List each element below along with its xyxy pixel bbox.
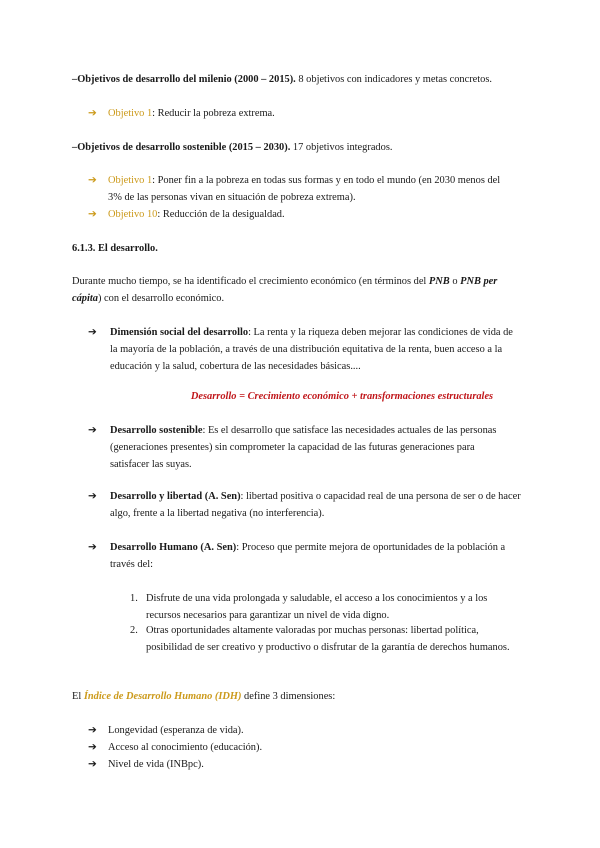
list-number: 1. — [130, 593, 138, 604]
dimension-text: Longevidad (esperanza de vida). — [108, 725, 244, 736]
arrow-icon: ➔ — [88, 491, 97, 502]
objective-text: : Poner fin a la pobreza en todas sus formas y en todo el mundo (en 2030 menos del 3% de las personas vivan en situación de pobreza extrema). — [108, 175, 501, 203]
arrow-icon: ➔ — [88, 742, 97, 753]
sdg-text: 17 objetivos integrados. — [290, 142, 393, 153]
dimension-text: Acceso al conocimiento (educación). — [108, 742, 263, 753]
term: Dimensión social del desarrollo — [110, 327, 249, 338]
libertad-item — [88, 488, 528, 522]
term: Desarrollo y libertad (A. Sen) — [110, 491, 241, 502]
section-heading: 6.1.3. El desarrollo. — [72, 243, 158, 254]
dimension-text: Nivel de vida (INBpc). — [108, 759, 204, 770]
idh-dimension-item — [88, 756, 204, 773]
objective-label: Objetivo 1 — [108, 175, 153, 186]
arrow-icon: ➔ — [88, 327, 97, 338]
definition: : libertad positiva o capacidad real de una persona de ser o de hacer algo, frente a la libertad negativa (no interferencia). — [110, 491, 521, 519]
arrow-icon: ➔ — [88, 542, 97, 553]
arrow-icon: ➔ — [88, 425, 97, 436]
humano-item — [88, 539, 528, 573]
idh-name: Índice de Desarrollo Humano (IDH) — [83, 691, 242, 702]
idh-dimension-item — [88, 739, 262, 756]
arrow-icon: ➔ — [88, 175, 97, 186]
objective-label: Objetivo 1 — [108, 108, 153, 119]
sdg-title: –Objetivos de desarrollo sostenible (2015 – 2030). — [72, 142, 291, 153]
mdg-paragraph — [72, 71, 528, 88]
mdg-objective-item — [88, 105, 528, 122]
pnb-per-capita-term: PNB per cápita — [72, 276, 498, 304]
sdg-objective-item — [88, 172, 528, 206]
humano-list-item — [130, 590, 515, 624]
development-formula: Desarrollo = Crecimiento económico + transformaciones estructurales — [190, 391, 494, 402]
list-text: Disfrute de una vida prolongada y saludable, el acceso a los conocimientos y a los recursos necesarios para garantizar un nivel de vida digno. — [146, 593, 488, 621]
arrow-icon: ➔ — [88, 209, 97, 220]
mdg-title: –Objetivos de desarrollo del milenio (2000 – 2015). — [72, 74, 296, 85]
definition: : La renta y la riqueza deben mejorar las condiciones de vida de la mayoría de la población, a través de una distribución equitativa de la renta, buen acceso a la educación y la salud, cobertura de las necesidades básicas.... — [110, 327, 513, 372]
section-intro: Durante mucho tiempo, se ha identificado el crecimiento económico (en términos del PNB o PNB per cápita) con el desarrollo económico. — [72, 276, 498, 304]
objective-text: : Reducción de la desigualdad. — [157, 209, 285, 220]
mdg-text: 8 objetivos con indicadores y metas concretos. — [295, 74, 492, 85]
idh-dimension-item — [88, 722, 244, 739]
humano-list-item — [130, 622, 515, 656]
pnb-term: PNB — [428, 276, 450, 287]
arrow-icon: ➔ — [88, 725, 97, 736]
list-number: 2. — [130, 625, 138, 636]
idh-paragraph: El Índice de Desarrollo Humano (IDH) define 3 dimensiones: — [72, 691, 336, 702]
definition: : Es el desarrollo que satisface las necesidades actuales de las personas (generaciones presentes) sin comprometer la capacidad de las futuras generaciones para satisfacer las suyas. — [110, 425, 497, 470]
sdg-objective-item — [88, 206, 528, 223]
definition: : Proceso que permite mejora de oportunidades de la población a través del: — [110, 542, 506, 570]
sdg-paragraph — [72, 139, 528, 156]
dim-social-item — [88, 324, 528, 375]
objective-text: : Reducir la pobreza extrema. — [152, 108, 275, 119]
objective-label: Objetivo 10 — [108, 209, 158, 220]
term: Desarrollo sostenible — [110, 425, 203, 436]
arrow-icon: ➔ — [88, 759, 97, 770]
arrow-icon: ➔ — [88, 108, 97, 119]
list-text: Otras oportunidades altamente valoradas por muchas personas: libertad política, posibilidad de ser creativo y productivo o disfrutar de la garantía de derechos humanos. — [146, 625, 510, 653]
sostenible-item — [88, 422, 528, 473]
term: Desarrollo Humano (A. Sen) — [110, 542, 237, 553]
